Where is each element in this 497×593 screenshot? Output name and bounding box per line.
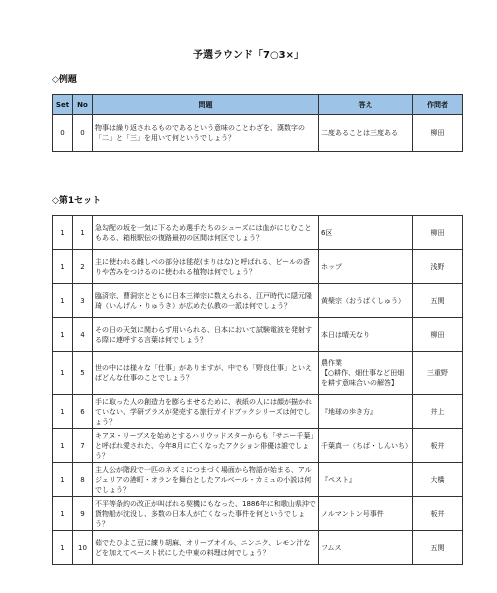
cell-no: 10 [73, 531, 93, 565]
cell-set: 1 [53, 216, 73, 250]
cell-author: 柳田 [413, 318, 463, 352]
cell-author: 板井 [413, 497, 463, 531]
cell-author: 柳田 [413, 216, 463, 250]
cell-set: 1 [53, 463, 73, 497]
cell-question: 主人公が階段で一匹のネズミにつまづく場面から物語が始まる、アルジェリアの港町・オランを舞台としたアルベール・カミュの小説は何でしょう？ [93, 463, 319, 497]
cell-answer: フムス [319, 531, 413, 565]
cell-no: 3 [73, 284, 93, 318]
cell-no: 5 [73, 352, 93, 395]
cell-author: 井上 [413, 395, 463, 429]
cell-answer: 黄檗宗（おうばくしゅう） [319, 284, 413, 318]
cell-author: 柳田 [413, 115, 463, 152]
cell-answer: ホップ [319, 250, 413, 284]
cell-question: その日の天気に関わらず用いられる、日本において試験電波を発射する際に連呼する言葉は何でしょう？ [93, 318, 319, 352]
cell-author: 板井 [413, 429, 463, 463]
cell-set: 1 [53, 318, 73, 352]
cell-author: 大橋 [413, 463, 463, 497]
col-author: 作問者 [413, 95, 463, 115]
cell-set: 1 [53, 429, 73, 463]
table-row [53, 284, 463, 318]
table-row [53, 352, 463, 395]
cell-no: 8 [73, 463, 93, 497]
cell-no: 6 [73, 395, 93, 429]
cell-no: 0 [73, 115, 93, 152]
cell-question: 世の中には様々な「仕事」がありますが、中でも「野良仕事」といえばどんな仕事のことでしょう？ [93, 352, 319, 395]
table-row [53, 463, 463, 497]
col-set: Set [53, 95, 73, 115]
cell-question: 物事は繰り返されるものであるという意味のことわざを、漢数字の「二」と「三」を用いて何というでしょう？ [93, 115, 319, 152]
table-row [53, 318, 463, 352]
example-table [52, 94, 463, 152]
table-row [53, 531, 463, 565]
cell-answer: 『地球の歩き方』 [319, 395, 413, 429]
table-row [53, 115, 463, 152]
cell-no: 7 [73, 429, 93, 463]
cell-question: 急勾配の坂を一気に下るため選手たちのシューズには血がにじむこともある、箱根駅伝の復路最初の区間は何区でしょう？ [93, 216, 319, 250]
cell-author: 五関 [413, 531, 463, 565]
cell-set: 1 [53, 284, 73, 318]
cell-set: 1 [53, 395, 73, 429]
example-heading: ◇例題 [52, 75, 77, 85]
cell-answer: 農作業 【○耕作、畑仕事など田畑を耕す意味合いの解答】 [319, 352, 413, 395]
cell-set: 0 [53, 115, 73, 152]
cell-question: キアヌ・リーブスを始めとするハリウッドスターからも「サニー千葉」と呼ばれ愛された、今年8月に亡くなったアクション俳優は誰でしょう？ [93, 429, 319, 463]
col-question: 問題 [93, 95, 319, 115]
table-row [53, 497, 463, 531]
cell-no: 4 [73, 318, 93, 352]
cell-question: 主に使われる雌しべの部分は毬花(まりはな)と呼ばれる、ビールの香りや苦みをつけるのに使われる植物は何でしょう？ [93, 250, 319, 284]
cell-answer: ノルマントン号事件 [319, 497, 413, 531]
cell-set: 1 [53, 352, 73, 395]
cell-set: 1 [53, 531, 73, 565]
cell-question: 不平等条約の改正が叫ばれる契機にもなった、1886年に和歌山県沖で貨物船が沈没し、多数の日本人が亡くなった事件を何というでしょう？ [93, 497, 319, 531]
col-answer: 答え [319, 95, 413, 115]
cell-author: 三重野 [413, 352, 463, 395]
cell-no: 9 [73, 497, 93, 531]
page-title: 予選ラウンド「7○3×」 [192, 50, 305, 61]
cell-answer: 6区 [319, 216, 413, 250]
cell-answer: 本日は晴天なり [319, 318, 413, 352]
table-row [53, 429, 463, 463]
table-row [53, 216, 463, 250]
cell-answer: 『ペスト』 [319, 463, 413, 497]
cell-question: 茹でたひよこ豆に練り胡麻、オリーブオイル、ニンニク、レモン汁などを加えてペースト状にした中東の料理は何でしょう？ [93, 531, 319, 565]
cell-set: 1 [53, 250, 73, 284]
table-row [53, 395, 463, 429]
table-row [53, 250, 463, 284]
cell-no: 1 [73, 216, 93, 250]
col-no: No [73, 95, 93, 115]
cell-set: 1 [53, 497, 73, 531]
set1-table [52, 215, 463, 565]
cell-no: 2 [73, 250, 93, 284]
cell-author: 五関 [413, 284, 463, 318]
set1-heading: ◇第1セット [52, 196, 102, 206]
cell-author: 浅野 [413, 250, 463, 284]
cell-question: 臨済宗、曹洞宗とともに日本三禅宗に数えられる、江戸時代に隠元隆琦（いんげん・りゅうき）が広めた仏教の一派は何でしょう？ [93, 284, 319, 318]
cell-answer: 二度あることは三度ある [319, 115, 413, 152]
table-header-row [53, 95, 463, 115]
cell-answer: 千葉真一（ちば・しんいち） [319, 429, 413, 463]
cell-question: 手に取った人の創造力を膨らませるために、表紙の人には顔が描かれていない、学研プラスが発売する旅行ガイドブックシリーズは何でしょう？ [93, 395, 319, 429]
